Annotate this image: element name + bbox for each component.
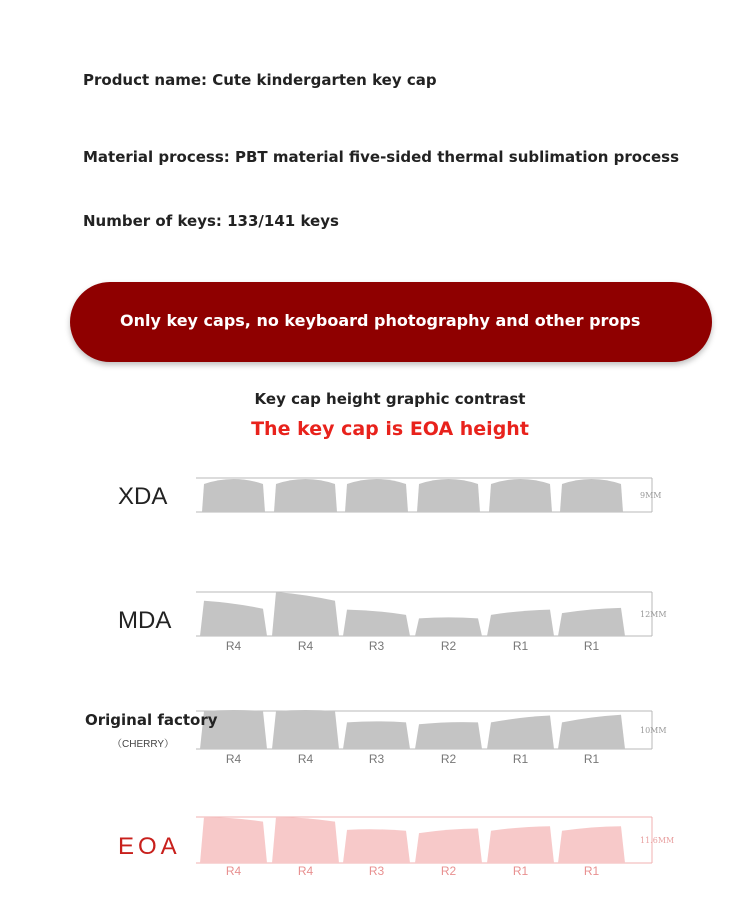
profile-name: EOA	[118, 833, 181, 860]
row-label: R2	[440, 639, 457, 653]
row-label: R2	[440, 864, 457, 878]
keycap-shape	[415, 722, 482, 749]
keycap-shape	[487, 610, 554, 636]
row-label: R3	[368, 864, 385, 878]
row-label: R4	[297, 639, 314, 653]
height-label: 10MM	[640, 726, 667, 735]
row-label: R3	[368, 639, 385, 653]
row-label: R4	[297, 864, 314, 878]
keycap-shape	[343, 610, 410, 636]
notice-banner-text: Only key caps, no keyboard photography and other props	[120, 311, 641, 330]
height-label: 9MM	[640, 491, 662, 500]
profile-name: Original factory	[85, 711, 218, 729]
keycap-shape	[417, 479, 480, 512]
row-label: R3	[368, 752, 385, 766]
keycap-shape	[415, 829, 482, 864]
keycap-shape	[200, 817, 267, 863]
row-label: R4	[225, 752, 242, 766]
profile-subname: （CHERRY）	[112, 739, 175, 750]
number-of-keys: Number of keys: 133/141 keys	[83, 212, 339, 230]
row-label: R1	[583, 864, 600, 878]
keycap-shape	[272, 592, 339, 636]
keycap-shape	[272, 817, 339, 863]
keycap-shape	[202, 479, 265, 512]
keycap-shape	[487, 716, 554, 749]
row-label: R1	[583, 639, 600, 653]
keycap-shape	[487, 826, 554, 863]
keycap-shape	[558, 608, 625, 636]
row-label: R4	[225, 864, 242, 878]
keycap-shape	[415, 617, 482, 636]
notice-banner	[70, 282, 712, 362]
keycap-shape	[272, 710, 339, 749]
keycap-shape	[558, 715, 625, 749]
height-label: 12MM	[640, 610, 667, 619]
keycap-shape	[560, 479, 623, 512]
row-label: R4	[297, 752, 314, 766]
keycap-shape	[343, 721, 410, 749]
profile-name: MDA	[118, 607, 172, 634]
material-process: Material process: PBT material five-sided thermal sublimation process	[83, 148, 680, 166]
keycap-shape	[343, 829, 410, 863]
row-label: R1	[583, 752, 600, 766]
keycap-shape	[345, 479, 408, 512]
row-label: R1	[512, 752, 529, 766]
profile-name: XDA	[118, 483, 168, 510]
keycap-shape	[558, 826, 625, 863]
row-label: R1	[512, 639, 529, 653]
keycap-shape	[200, 601, 267, 636]
row-label: R4	[225, 639, 242, 653]
product-name: Product name: Cute kindergarten key cap	[83, 71, 437, 89]
row-label: R1	[512, 864, 529, 878]
height-label: 11.6MM	[640, 836, 675, 845]
keycap-shape	[489, 479, 552, 512]
keycap-profile-comparison	[0, 460, 749, 890]
comparison-subtitle: Key cap height graphic contrast	[254, 390, 526, 408]
comparison-headline: The key cap is EOA height	[251, 418, 529, 440]
row-label: R2	[440, 752, 457, 766]
keycap-shape	[274, 479, 337, 512]
